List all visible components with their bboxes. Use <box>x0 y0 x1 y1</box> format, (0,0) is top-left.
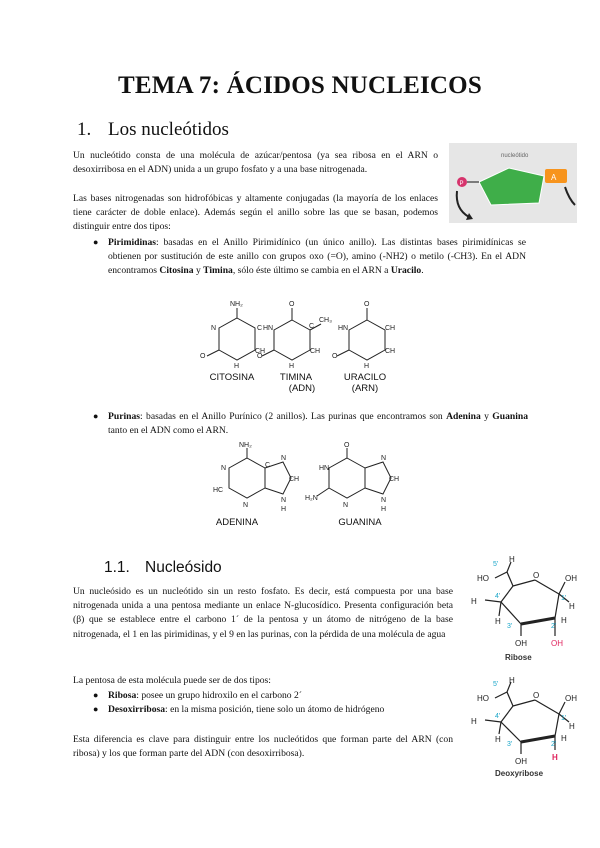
svg-text:1': 1' <box>561 595 567 602</box>
ribose-caption: Ribose <box>505 653 532 662</box>
svg-text:5': 5' <box>493 561 499 568</box>
svg-text:NH₂: NH₂ <box>239 442 252 449</box>
svg-text:H: H <box>234 363 240 370</box>
label-adenina: ADENINA <box>215 517 259 528</box>
svg-text:H: H <box>281 506 287 513</box>
nucleotide-figure <box>449 143 577 223</box>
bullet-icon: ● <box>93 237 99 247</box>
svg-text:3': 3' <box>507 623 513 630</box>
svg-text:CH: CH <box>289 476 300 483</box>
ribose-figure <box>455 552 595 664</box>
label-timina: TIMINA <box>279 372 313 383</box>
svg-text:N: N <box>381 455 387 462</box>
desoxirribosa-item: Desoxirribosa: en la misma posición, tiene solo un átomo de hidrógeno <box>108 704 385 715</box>
svg-text:H: H <box>561 616 567 625</box>
label-adn: (ADN) <box>288 383 316 394</box>
svg-text:N: N <box>281 497 287 504</box>
svg-text:2': 2' <box>551 623 557 630</box>
svg-text:O: O <box>332 353 338 360</box>
ribosa-item: Ribosa: posee un grupo hidroxilo en el carbono 2´ <box>108 690 302 701</box>
svg-text:4': 4' <box>495 593 501 600</box>
svg-text:OH: OH <box>515 639 527 648</box>
svg-text:H: H <box>289 363 295 370</box>
svg-text:5': 5' <box>493 681 499 688</box>
svg-text:H: H <box>471 717 477 726</box>
svg-text:2': 2' <box>551 741 557 748</box>
page-title: TEMA 7: ÁCIDOS NUCLEICOS <box>118 72 482 99</box>
svg-text:HN: HN <box>263 325 274 332</box>
svg-text:N: N <box>211 325 217 332</box>
svg-text:CH: CH <box>310 348 321 355</box>
subsection-number: 1.1. <box>104 559 130 576</box>
svg-text:N: N <box>221 465 227 472</box>
arrow-right <box>565 187 575 205</box>
svg-text:N: N <box>281 455 287 462</box>
svg-text:CH: CH <box>255 348 266 355</box>
svg-text:N: N <box>243 502 249 509</box>
svg-text:OH: OH <box>551 639 563 648</box>
svg-text:C: C <box>265 462 271 469</box>
svg-text:H: H <box>569 602 575 611</box>
phosphate-letter: P <box>459 181 464 187</box>
svg-text:HC: HC <box>213 487 224 494</box>
svg-text:O: O <box>257 353 263 360</box>
svg-text:H: H <box>381 506 387 513</box>
label-arn: (ARN) <box>351 383 379 394</box>
svg-text:H: H <box>495 735 501 744</box>
pyrimidines-paragraph: Pirimidinas: basadas en el Anillo Pirimidínico (un único anillo). Las distintas bases pirimidínicas se obtienen por sustitución de este anillo con grupos oxo (=O), amino (-NH2) o metilo (-CH3). En el ADN encontramos Citosina y Timina, sólo éste último se cambia en el ARN a Uracilo. <box>108 237 526 277</box>
svg-text:HO: HO <box>477 694 489 703</box>
conclusion-paragraph: Esta diferencia es clave para distinguir entre los nucleótidos que forman parte del ARN (con ribosa) y los que forman parte del ADN (con desoxirribosa). <box>73 734 453 760</box>
section-number: 1. <box>77 119 92 140</box>
svg-text:N: N <box>381 497 387 504</box>
nucleotide-diagram <box>449 143 577 223</box>
svg-text:H: H <box>509 676 515 685</box>
label-guanina: GUANINA <box>338 517 382 528</box>
svg-text:OH: OH <box>565 694 577 703</box>
svg-text:H: H <box>364 363 370 370</box>
intro-paragraph-1: Un nucleótido consta de una molécula de azúcar/pentosa (ya sea ribosa en el ARN o desoxirribosa en el ADN) unida a un grupo fosfato y a una base nitrogenada. <box>73 150 438 176</box>
svg-text:O: O <box>200 353 206 360</box>
arrow-left <box>457 191 469 217</box>
svg-text:O: O <box>533 571 540 580</box>
purine-structures <box>205 440 405 515</box>
svg-text:CH: CH <box>385 325 396 332</box>
deoxyribose-caption: Deoxyribose <box>495 769 544 778</box>
bullet-icon: ● <box>93 690 99 700</box>
deoxyribose-figure <box>455 676 595 782</box>
bullet-icon: ● <box>93 704 99 714</box>
section-heading: Los nucleótidos <box>108 119 229 140</box>
label-uracilo: URACILO <box>343 372 387 383</box>
svg-text:O: O <box>289 301 295 308</box>
purines-paragraph: Purinas: basadas en el Anillo Purínico (2 anillos). Las purinas que encontramos son Adenina y Guanina tanto en el ADN como el ARN. <box>108 411 528 437</box>
subsection-heading: Nucleósido <box>145 559 222 576</box>
svg-text:H: H <box>471 597 477 606</box>
svg-text:HN: HN <box>319 465 330 472</box>
svg-text:O: O <box>364 301 370 308</box>
svg-text:H: H <box>552 753 558 762</box>
svg-text:H: H <box>495 617 501 626</box>
svg-text:H₂N: H₂N <box>305 495 318 502</box>
svg-text:CH: CH <box>389 476 400 483</box>
svg-text:HN: HN <box>338 325 349 332</box>
label-citosina: CITOSINA <box>209 372 255 383</box>
pentose-pentagon <box>479 168 544 205</box>
intro-paragraph-2: Las bases nitrogenadas son hidrofóbicas y altamente conjugadas (la mayoría de los enlaces tiene carácter de doble enlace). Además según el anillo sobre las que se basan, podemos distinguir entre dos tipos: <box>73 193 438 233</box>
svg-text:3': 3' <box>507 741 513 748</box>
svg-text:N: N <box>343 502 349 509</box>
svg-text:C: C <box>257 325 263 332</box>
svg-text:H: H <box>561 734 567 743</box>
nucleotide-caption: nucleótido <box>501 153 529 159</box>
svg-text:O: O <box>344 442 350 449</box>
svg-text:OH: OH <box>565 574 577 583</box>
svg-text:NH₂: NH₂ <box>230 301 243 308</box>
svg-text:4': 4' <box>495 713 501 720</box>
base-letter: A <box>551 173 557 182</box>
svg-text:C: C <box>309 323 315 330</box>
nucleoside-paragraph: Un nucleósido es un nucleótido sin un resto fosfato. Es decir, está compuesta por una base nitrogenada unida a una pentosa mediante un enlace N-glucosídico. Presenta configuración beta (β) que se establece entre el carbono 1´ de la pentosa y un átomo de nitrógeno de la base nitrogenada, el 1 en las pirimidinas, y el 9 en las purinas, con la pérdida de una molécula de agua <box>73 586 453 640</box>
bullet-icon: ● <box>93 411 99 421</box>
svg-text:O: O <box>533 691 540 700</box>
svg-text:1': 1' <box>561 715 567 722</box>
svg-text:H: H <box>509 555 515 564</box>
svg-text:CH₃: CH₃ <box>319 317 332 324</box>
svg-text:CH: CH <box>385 348 396 355</box>
svg-text:H: H <box>569 722 575 731</box>
svg-text:HO: HO <box>477 574 489 583</box>
svg-text:OH: OH <box>515 757 527 766</box>
pentose-intro: La pentosa de esta molécula puede ser de dos tipos: <box>73 675 271 686</box>
